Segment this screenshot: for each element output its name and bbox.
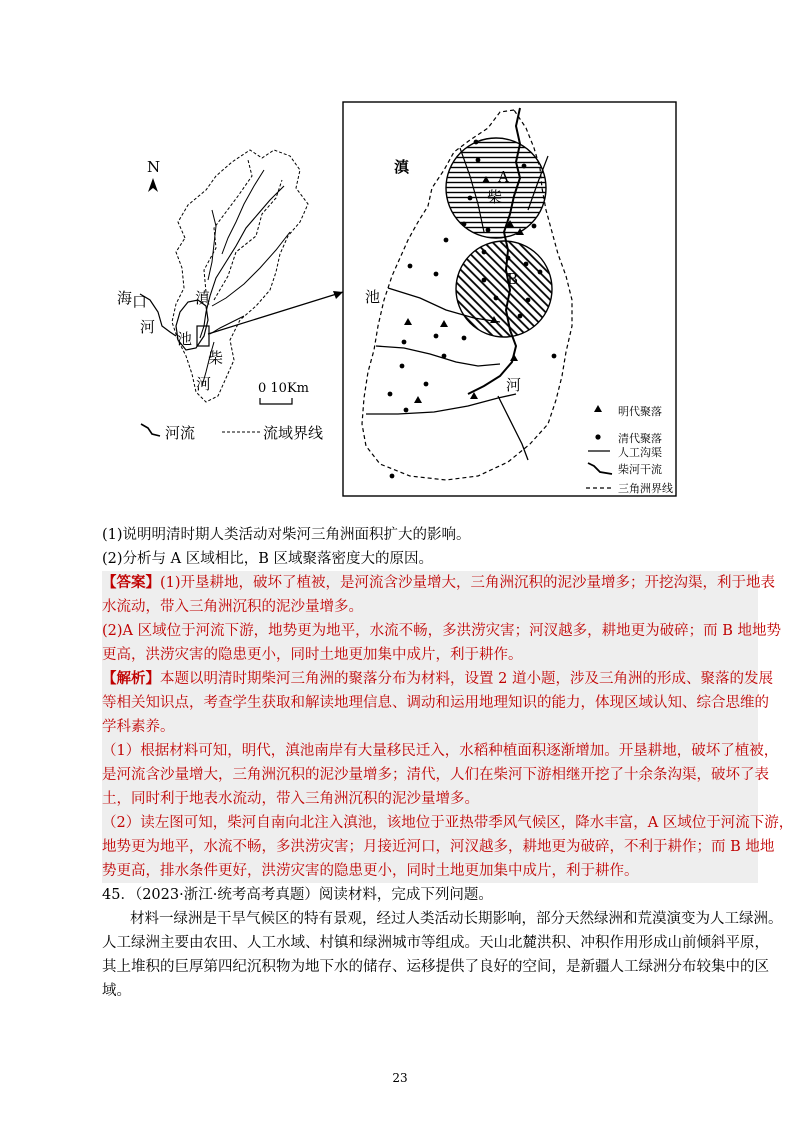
- river-legend-label: 河流: [165, 424, 196, 442]
- map-label-dian: 滇: [195, 289, 211, 307]
- legend-ming-label: 明代聚落: [618, 405, 662, 418]
- left-river-trib2: [208, 210, 216, 280]
- ming-legend-icon: [594, 405, 602, 412]
- map-label-kou: 口: [132, 293, 148, 311]
- canal-2: [376, 346, 500, 366]
- analysis-line-1: 本题以明清时期柴河三角洲的聚落分布为材料，设置 2 道小题，涉及三角洲的形成、聚落的发展: [160, 671, 773, 687]
- page-number: 23: [392, 1071, 408, 1085]
- north-label: N: [147, 158, 161, 176]
- canal-4: [498, 396, 528, 460]
- legend-canal-label: 人工沟渠: [618, 446, 662, 459]
- scale-label: 0 10Km: [258, 381, 309, 396]
- answer-bracket: 【答案】: [102, 574, 160, 591]
- answer-line-4: 更高，洪涝灾害的隐患更小，同时土地更加集中成片，利于耕作。: [102, 647, 523, 663]
- scale-bar: [260, 398, 292, 404]
- pointer-arrow-head: [333, 291, 343, 299]
- analysis-bracket: 【解析】: [102, 670, 160, 687]
- river-legend-icon: [141, 424, 160, 436]
- material-1-line-1: 材料一绿洲是干旱气候区的特有景观，经过人类活动长期影响，部分天然绿洲和荒漠演变为人工绿洲。: [130, 911, 783, 927]
- mainstream-legend-icon: [588, 463, 612, 474]
- map-label-chai: 柴: [208, 349, 224, 367]
- boundary-legend-label: 流域界线: [263, 424, 324, 442]
- analysis-p1-line-1: （1）根据材料可知，明代，滇池南岸有大量移民迁入，水稻种植面积逐渐增加。开垦耕地，破坏了植被，: [102, 743, 779, 759]
- map-label-chi: 池: [177, 330, 193, 348]
- material-1-line-3: 其上堆积的巨厚第四纪沉积物为地下水的储存、运移提供了良好的空间，是新疆人工绿洲分布较集中的区: [102, 959, 769, 975]
- analysis-block: [102, 667, 794, 883]
- analysis-p1-line-3: 土，同时利于地表水流动，带入三角洲沉积的泥沙量增多。: [102, 791, 479, 807]
- map-label-he-left: 河: [140, 318, 156, 336]
- analysis-line-2: 等相关知识点，考查学生获取和解读地理信息、调动和运用地理知识的能力，体现区域认知、综合思维的: [102, 695, 769, 711]
- legend-qing-label: 清代聚落: [618, 432, 662, 445]
- material-1-line-4: 域。: [102, 983, 131, 999]
- question-1: (1)说明明清时期人类活动对柴河三角洲面积扩大的影响。: [102, 527, 471, 543]
- right-map-label-dian: 滇: [394, 158, 410, 176]
- answer-line-2: 水流动，带入三角洲沉积的泥沙量增多。: [102, 599, 363, 615]
- zone-b-label: B: [507, 270, 519, 288]
- map-label-hai: 海: [117, 289, 133, 307]
- left-watershed-boundary: [172, 150, 308, 402]
- analysis-p2-line-2: 地势更为地平，水流不畅，多洪涝灾害；月接近河口，河汊越多，耕地更为破碎，不利于耕作；而 B 地地: [102, 839, 775, 855]
- zone-a-label: A: [498, 168, 509, 186]
- legend-delta-boundary-label: 三角洲界线: [618, 482, 673, 495]
- analysis-p1-line-2: 是河流含沙量增大，三角洲沉积的泥沙量增多；清代，人们在柴河下游相继开挖了十余条沟渠，破坏了表: [102, 767, 769, 783]
- analysis-p2-line-3: 势更高，排水条件更好，洪涝灾害的隐患更小，同时土地更加集中成片，利于耕作。: [102, 863, 639, 879]
- question-2: (2)分析与 A 区域相比，B 区域聚落密度大的原因。: [102, 551, 433, 567]
- map-figure: [0, 0, 800, 510]
- zone-b-circle: [456, 241, 552, 337]
- answer-line-1: (1)开垦耕地，破坏了植被，是河流含沙量增大，三角洲沉积的泥沙量增多；开挖沟渠，利于地表: [160, 575, 776, 591]
- analysis-line-3: 学科素养。: [102, 719, 175, 735]
- analysis-p2-line-1: （2）读左图可知，柴河自南向北注入滇池，该地位于亚热带季风气候区，降水丰富，A 区域位于河流下游，: [102, 815, 794, 831]
- left-river-trib3: [212, 232, 290, 306]
- answer-block: [102, 571, 781, 667]
- question-content: [102, 523, 794, 1003]
- legend-mainstream-label: 柴河干流: [618, 463, 662, 476]
- right-map-label-chi: 池: [365, 288, 381, 306]
- qing-legend-icon: [595, 434, 600, 439]
- right-map-label-he: 河: [506, 376, 522, 394]
- canal-3: [366, 394, 516, 414]
- answer-line-3: (2)A 区域位于河流下游，地势更为地平，水流不畅，多洪涝灾害；河汊越多，耕地更为破碎；而 B 地地势: [102, 623, 781, 639]
- map-label-he-right: 河: [196, 375, 212, 393]
- left-inner-boundary-2: [204, 160, 252, 292]
- question-45-header: 45．（2023·浙江·统考高考真题）阅读材料，完成下列问题。: [102, 887, 493, 903]
- map-graphics: [0, 0, 800, 510]
- material-1-line-2: 人工绿洲主要由农田、人工水域、村镇和绿洲城市等组成。天山北麓洪积、冲积作用形成山前倾斜平原，: [102, 935, 769, 951]
- left-river-trib1: [222, 170, 264, 254]
- right-map-label-chai: 柴: [487, 188, 503, 206]
- north-arrow-icon: [148, 178, 158, 192]
- pointer-arrow: [208, 292, 343, 334]
